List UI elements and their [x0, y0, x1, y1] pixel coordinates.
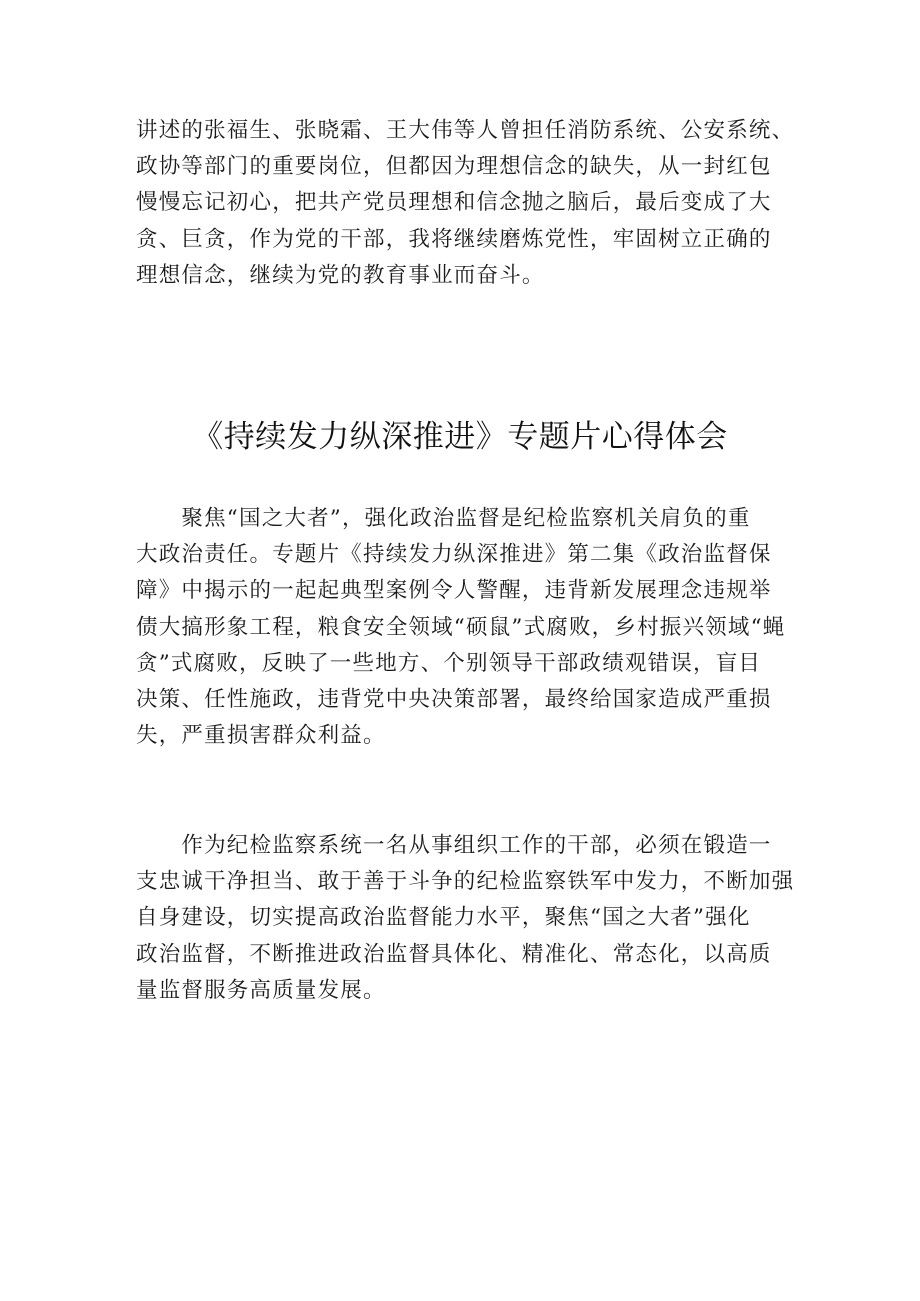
paragraph-line: 聚焦“国之大者”，强化政治监督是纪检监察机关肩负的重	[136, 506, 751, 531]
body-paragraph-1	[136, 501, 796, 754]
paragraph-line: 理想信念，继续为党的教育事业而奋斗。	[136, 262, 545, 288]
document-title: 《持续发力纵深推进》专题片心得体会	[192, 419, 728, 455]
paragraph-line: 支忠诚干净担当、敢于善于斗争的纪检监察铁军中发力，不断加强	[136, 869, 795, 895]
paragraph-line: 量监督服务高质量发展。	[136, 977, 386, 1003]
paragraph-line: 政协等部门的重要岗位，但都因为理想信念的缺失，从一封红包	[136, 154, 772, 180]
body-paragraph-2	[136, 828, 796, 1009]
paragraph-line: 作为纪检监察系统一名从事组织工作的干部，必须在锻造一	[136, 833, 772, 858]
paragraph-line: 自身建设，切实提高政治监督能力水平，聚焦“国之大者”强化	[136, 905, 751, 931]
paragraph-line: 决策、任性施政，违背党中央决策部署，最终给国家造成严重损	[136, 686, 772, 712]
paragraph-line: 慢慢忘记初心，把共产党员理想和信念抛之脑后，最后变成了大	[136, 190, 772, 216]
paragraph-line: 大政治责任。专题片《持续发力纵深推进》第二集《政治监督保	[136, 542, 772, 568]
paragraph-line: 贪、巨贪，作为党的干部，我将继续磨炼党性，牢固树立正确的	[136, 226, 772, 252]
paragraph-line: 失，严重损害群众利益。	[136, 723, 386, 749]
paragraph-line: 障》中揭示的一起起典型案例令人警醒，违背新发展理念违规举	[136, 578, 772, 604]
paragraph-line: 讲述的张福生、张晓霜、王大伟等人曾担任消防系统、公安系统、	[136, 118, 795, 143]
paragraph-line: 债大搞形象工程，粮食安全领域“硕鼠”式腐败，乡村振兴领域“蝇	[136, 614, 786, 640]
paragraph-line: 贪”式腐败，反映了一些地方、个别领导干部政绩观错误，盲目	[136, 650, 762, 676]
paragraph-line: 政治监督，不断推进政治监督具体化、精准化、常态化，以高质	[136, 941, 772, 967]
intro-paragraph	[136, 113, 796, 294]
